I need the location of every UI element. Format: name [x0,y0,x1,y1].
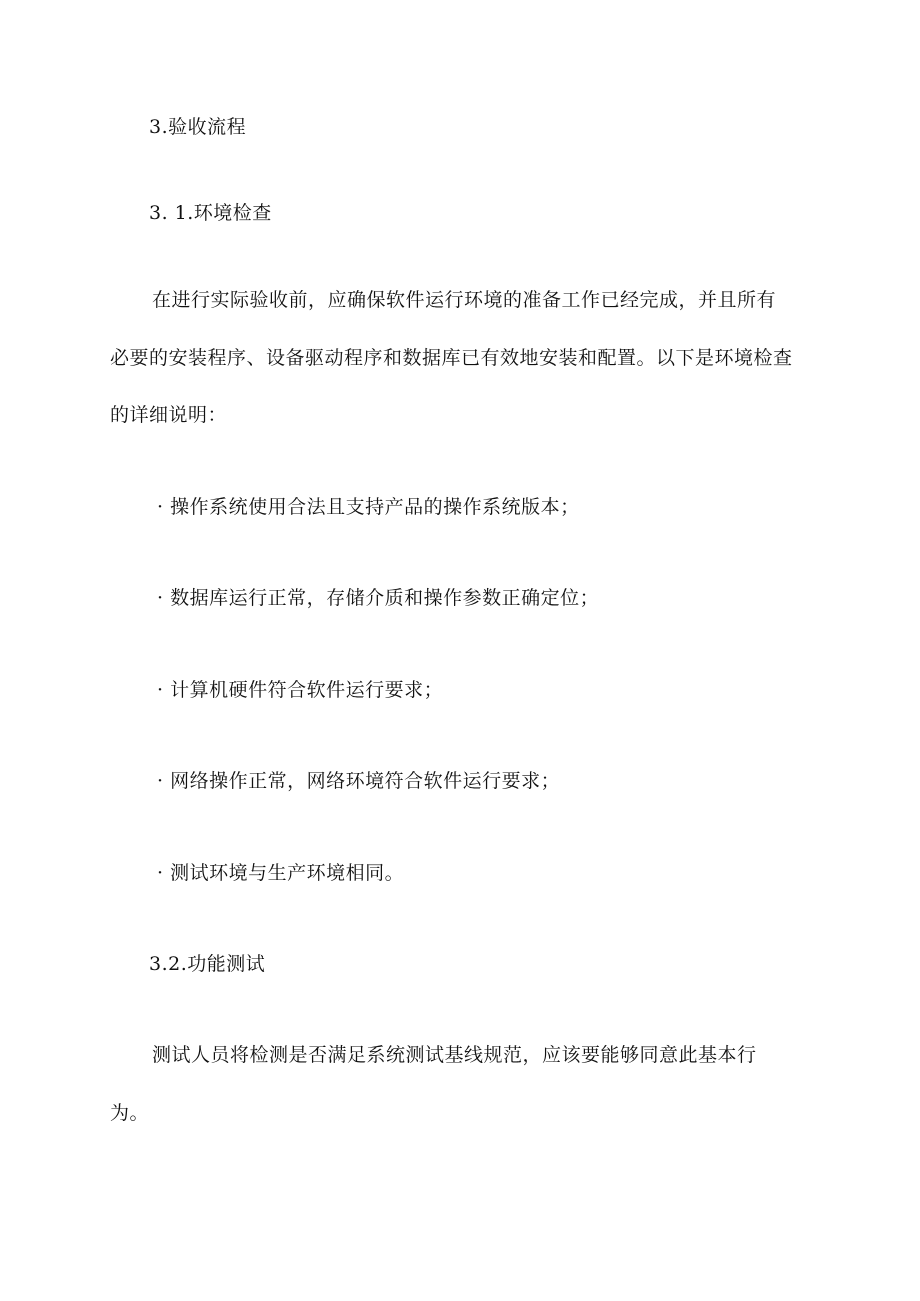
bullet-item: · 网络操作正常，网络环境符合软件运行要求； [157,770,561,792]
bullet-item: · 操作系统使用合法且支持产品的操作系统版本； [157,496,580,518]
subsection-heading-env-check: 3. 1.环境检查 [149,202,272,224]
subsection-heading-func-test: 3.2.功能测试 [149,953,266,975]
paragraph-line: 为。 [110,1102,150,1124]
bullet-item: · 计算机硬件符合软件运行要求； [157,679,444,701]
paragraph-line: 在进行实际验收前，应确保软件运行环境的准备工作已经完成，并且所有 [152,289,777,311]
paragraph-line: 测试人员将检测是否满足系统测试基线规范，应该要能够同意此基本行 [152,1044,757,1066]
section-heading: 3.验收流程 [149,116,247,138]
paragraph-line: 必要的安装程序、设备驱动程序和数据库已有效地安装和配置。以下是环境检查 [110,347,793,369]
paragraph-line: 的详细说明： [110,404,228,426]
bullet-item: · 数据库运行正常，存储介质和操作参数正确定位； [157,587,600,609]
bullet-item: · 测试环境与生产环境相同。 [157,862,405,884]
